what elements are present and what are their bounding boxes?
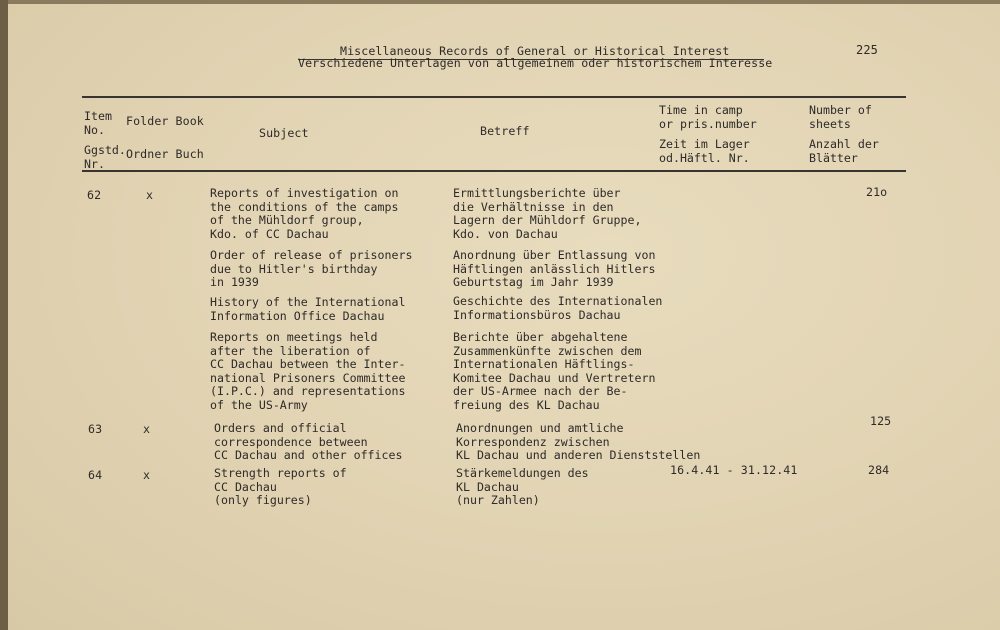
row-63-subject: Orders and official correspondence between CC Dachau and other offices bbox=[214, 421, 403, 462]
row-64-subject: Strength reports of CC Dachau (only figures) bbox=[214, 466, 347, 507]
col-time-de: Zeit im Lager od.Häftl. Nr. bbox=[659, 137, 750, 165]
col-sheets-de: Anzahl der Blätter bbox=[809, 137, 879, 165]
row-64-betreff: Stärkemeldungen des KL Dachau (nur Zahlen) bbox=[456, 466, 589, 507]
col-subject: Subject bbox=[259, 126, 309, 140]
col-folder-de: Ordner Buch bbox=[126, 147, 204, 161]
row-62-entry-3-betreff: Geschichte des Internationalen Informationsbüros Dachau bbox=[453, 294, 663, 322]
row-64-folder: x bbox=[143, 468, 151, 482]
col-item-en: Item No. bbox=[84, 109, 112, 137]
row-62-entry-4-betreff: Berichte über abgehaltene Zusammenkünfte zwischen dem Internationalen Häftlings- Komitee Dachau und Vertretern der US-Armee nach der Be- freiung des KL Dachau bbox=[453, 330, 656, 412]
row-62-entry-4-subject: Reports on meetings held after the liberation of CC Dachau between the Inter- national Prisoners Committee (I.P.C.) and representations of the US-Army bbox=[210, 330, 406, 412]
row-62-entry-1-subject: Reports of investigation on the conditions of the camps of the Mühldorf group, Kdo. of CC Dachau bbox=[210, 186, 399, 241]
row-62-sheets: 21o bbox=[866, 185, 888, 199]
col-sheets-en: Number of sheets bbox=[809, 103, 872, 131]
row-63-item: 63 bbox=[88, 422, 103, 436]
row-63-folder: x bbox=[143, 422, 151, 436]
header-bottom-rule bbox=[82, 170, 906, 172]
col-time-en: Time in camp or pris.number bbox=[659, 103, 757, 131]
row-64-item: 64 bbox=[88, 468, 103, 482]
row-62-folder: x bbox=[146, 188, 154, 202]
row-63-betreff: Anordnungen und amtliche Korrespondenz zwischen KL Dachau und anderen Dienststellen bbox=[456, 421, 701, 462]
row-62-entry-1-betreff: Ermittlungsberichte über die Verhältnisse in den Lagern der Mühldorf Gruppe, Kdo. von Dachau bbox=[453, 186, 642, 241]
title-german: Verschiedene Unterlagen von allgemeinem oder historischem Interesse bbox=[298, 56, 773, 70]
row-62-entry-2-subject: Order of release of prisoners due to Hitler's birthday in 1939 bbox=[210, 248, 413, 289]
col-betreff: Betreff bbox=[480, 124, 530, 138]
col-folder-en: Folder Book bbox=[126, 114, 204, 128]
document-page bbox=[8, 4, 1000, 630]
header-top-rule bbox=[82, 96, 906, 98]
page-number: 225 bbox=[856, 43, 878, 57]
title-english: Miscellaneous Records of General or Historical Interest bbox=[340, 44, 730, 58]
row-62-entry-3-subject: History of the International Information Office Dachau bbox=[210, 295, 406, 323]
col-item-de: Ggstd. Nr. bbox=[84, 143, 126, 171]
row-62-entry-2-betreff: Anordnung über Entlassung von Häftlingen anlässlich Hitlers Geburtstag im Jahr 1939 bbox=[453, 248, 656, 289]
row-63-sheets: 125 bbox=[870, 414, 892, 428]
row-62-item: 62 bbox=[87, 188, 102, 202]
row-64-sheets: 284 bbox=[868, 463, 890, 477]
row-64-time: 16.4.41 - 31.12.41 bbox=[670, 463, 798, 477]
binding-edge bbox=[0, 0, 8, 630]
